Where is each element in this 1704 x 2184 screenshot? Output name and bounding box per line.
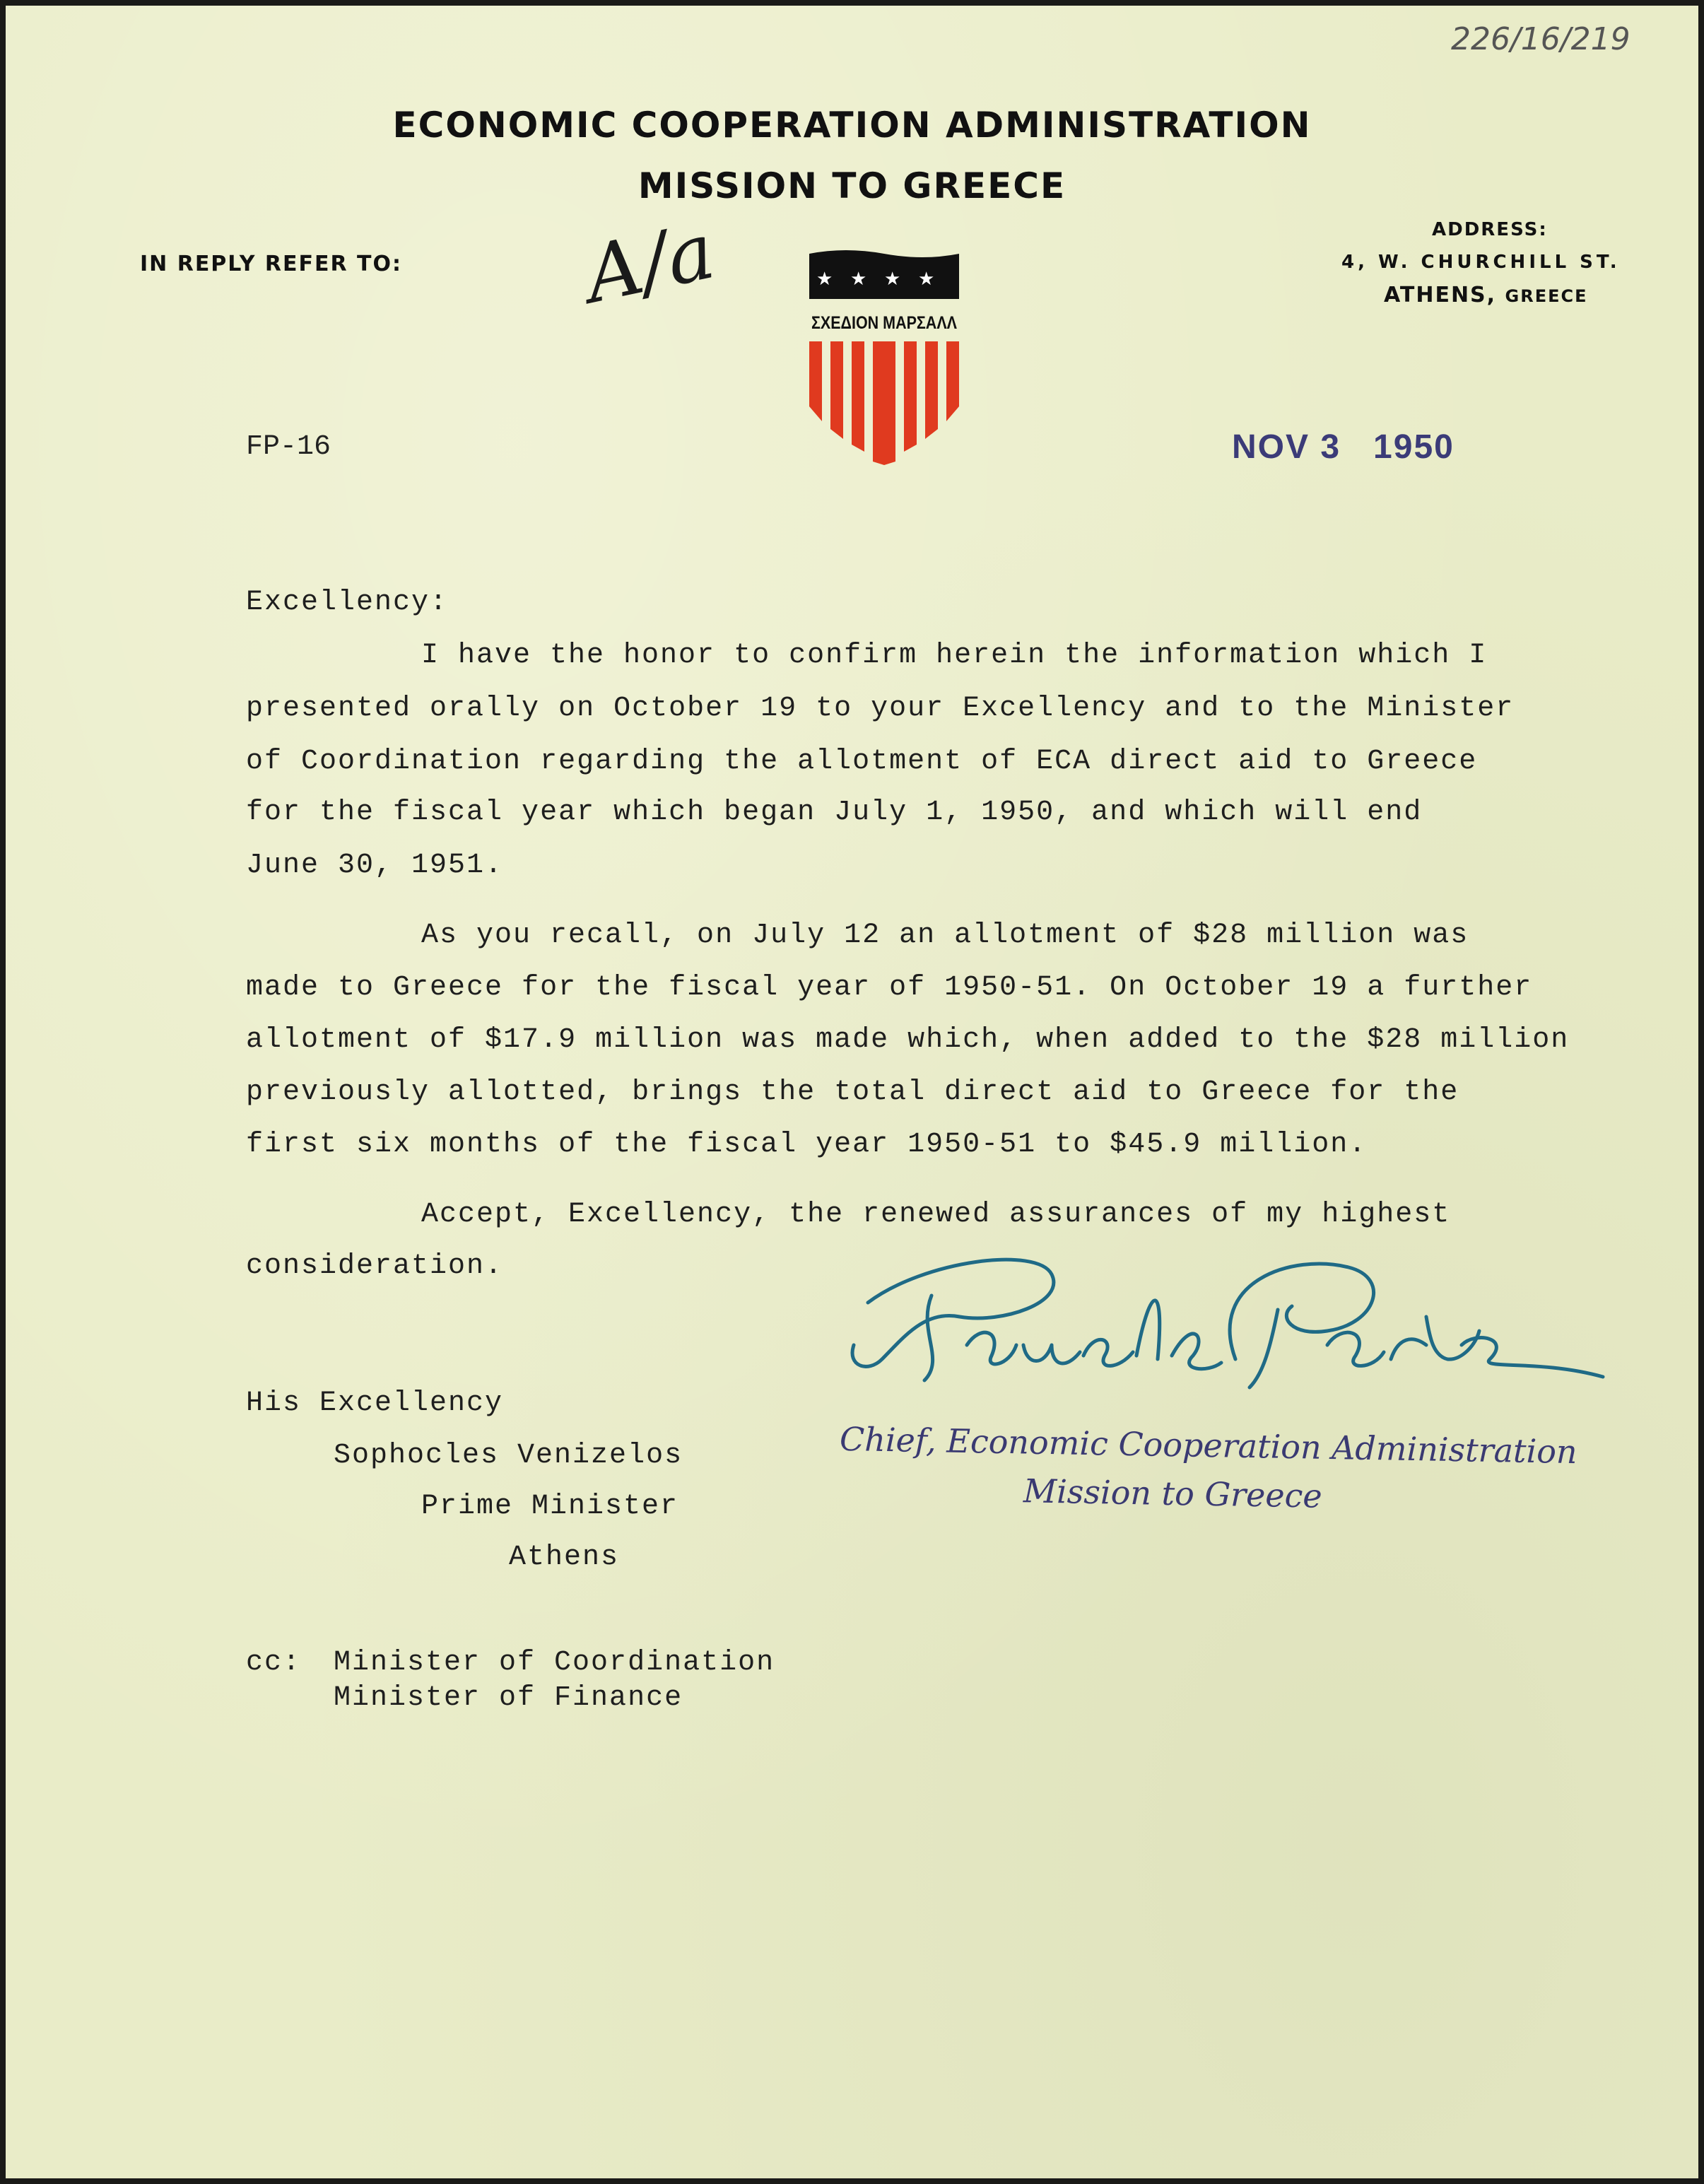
- recipient-title: Prime Minister: [421, 1491, 679, 1522]
- paragraph2-line: As you recall, on July 12 an allotment of $28 million was: [421, 920, 1469, 951]
- letterhead-subtitle: MISSION TO GREECE: [637, 165, 1067, 206]
- emblem-text: ΣΧΕΔΙΟΝ ΜΑΡΣΑΛΛ: [811, 313, 958, 333]
- handwritten-mark: A/a: [577, 205, 722, 321]
- recipient-line: His Excellency: [246, 1387, 504, 1419]
- marshall-plan-shield-icon: [806, 249, 962, 465]
- address-country: GREECE: [1505, 286, 1588, 306]
- paragraph2-line: previously allotted, brings the total direct aid to Greece for the: [246, 1076, 1459, 1108]
- closing-line: consideration.: [246, 1250, 504, 1282]
- date-stamp: NOV 3 1950: [1232, 428, 1455, 466]
- closing-line: Accept, Excellency, the renewed assurances of my highest: [421, 1199, 1451, 1231]
- address-city: [1384, 283, 1588, 307]
- paragraph2-line: first six months of the fiscal year 1950-51 to $45.9 million.: [246, 1129, 1368, 1161]
- reply-refer-label: IN REPLY REFER TO:: [140, 252, 402, 276]
- svg-text:★: ★: [918, 269, 935, 290]
- cc-recipient: Minister of Coordination: [334, 1647, 775, 1679]
- salutation: Excellency:: [246, 587, 449, 618]
- paragraph2-line: allotment of $17.9 million was made which, when added to the $28 million: [246, 1024, 1570, 1056]
- paragraph2-line: made to Greece for the fiscal year of 1950-51. On October 19 a further: [246, 972, 1533, 1004]
- letterhead-title: ECONOMIC COOPERATION ADMINISTRATION: [392, 105, 1312, 146]
- paragraph1-line: of Coordination regarding the allotment of ECA direct aid to Greece: [246, 746, 1478, 777]
- paragraph1-line: June 30, 1951.: [246, 850, 504, 881]
- cc-label: cc:: [246, 1647, 302, 1679]
- handwritten-signature: [840, 1239, 1617, 1423]
- address-street: 4, W. CHURCHILL ST.: [1341, 252, 1621, 273]
- paragraph1-line: I have the honor to confirm herein the information which I: [421, 640, 1488, 671]
- archive-number: 226/16/219: [1451, 21, 1630, 57]
- reference-code: FP-16: [246, 431, 331, 463]
- address-city-name: ATHENS,: [1384, 283, 1497, 307]
- cc-recipient: Minister of Finance: [334, 1682, 683, 1714]
- paragraph1-line: for the fiscal year which began July 1, 1950, and which will end: [246, 797, 1423, 828]
- signature-mission: Mission to Greece: [1023, 1472, 1323, 1515]
- signature-title: Chief, Economic Cooperation Administration: [839, 1419, 1578, 1472]
- address-label: ADDRESS:: [1432, 219, 1548, 240]
- letter-page: [6, 6, 1698, 2178]
- recipient-name: Sophocles Venizelos: [334, 1440, 683, 1472]
- svg-text:★: ★: [850, 269, 867, 290]
- paragraph1-line: presented orally on October 19 to your Excellency and to the Minister: [246, 693, 1515, 724]
- recipient-city: Athens: [509, 1542, 620, 1573]
- svg-text:★: ★: [816, 269, 833, 290]
- svg-text:★: ★: [884, 269, 901, 290]
